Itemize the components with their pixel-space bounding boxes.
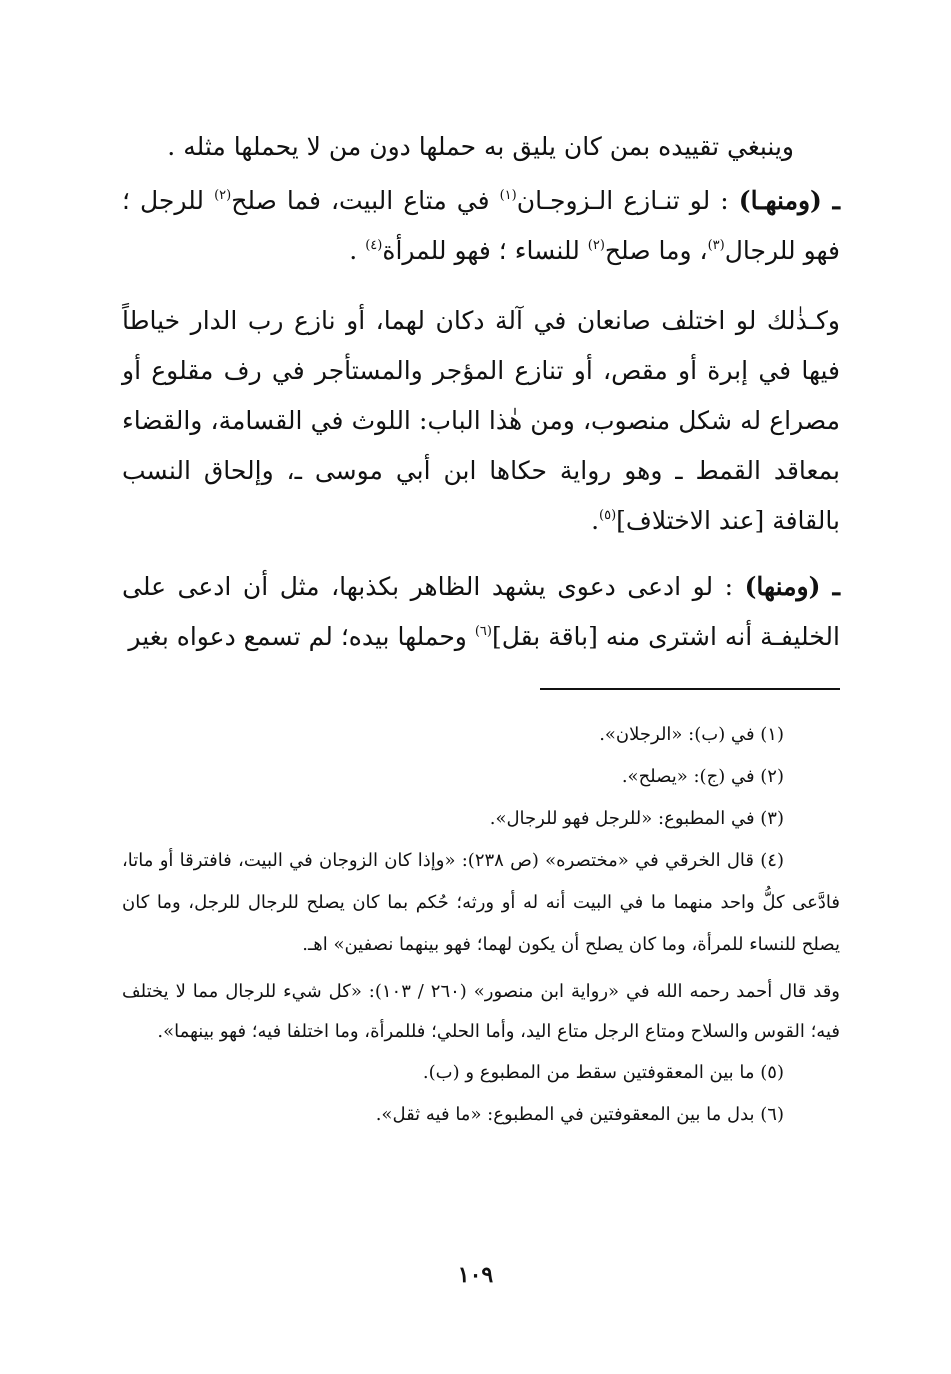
footnote-2: (٢) في (ج): «يصلح».	[621, 766, 784, 787]
footnotes	[122, 714, 840, 1136]
page-number: ١٠٩	[457, 1262, 494, 1288]
footnote-4-continued: وقد قال أحمد رحمه الله في «رواية ابن منصور» (٢٦٠ / ١٠٣): «كل شيء للرجال مما لا يختلف فيه؛ القوس والسلاح ومتاع الرجل متاع اليد، وأما الحلي؛ فللمرأة، وما اختلفا فيه؛ فهو بينهما».	[122, 981, 840, 1042]
footnote-3: (٣) في المطبوع: «للرجل فهو للرجال».	[489, 808, 784, 829]
paragraph-2: ـ (ومنهـا) : لو تنـازع الـزوجـان$^{(١)}$ في متاع البيت، فما صلح$^{(٢)}$ للرجل ؛ فهو للرجال$^{(٣)}$، وما صلح$^{(٢)}$ للنساء ؛ فهو للمرأة$^{(٤)}$ .	[122, 186, 840, 265]
footnote-ref-6: (٦)	[474, 624, 492, 639]
paragraph-3: وكـذٰلك لو اختلف صانعان في آلة دكان لهما، أو نازع رب الدار خياطاً فيها في إبرة أو مقص، أو تنازع المؤجر والمستأجر في رف مقلوع أو مصراع له شكل منصوب، ومن هٰذا الباب: اللوث في القسامة، والقضاء بمعاقد القمط ـ وهو رواية حكاها ابن أبي موسى ـ، وإلحاق النسب بالقافة [عند الاختلاف]$^{(٥)}$.	[122, 306, 840, 535]
main-text	[122, 122, 840, 662]
footnote-6: (٦) بدل ما بين المعقوفتين في المطبوع: «ما فيه ثقل».	[375, 1104, 784, 1125]
paragraph-4: ـ (ومنها) : لو ادعى دعوى يشهد الظاهر بكذبها، مثل أن ادعى على الخليفـة أنه اشترى منه [باقة بقل]$^{(٦)}$ وحملها بيده؛ لم تسمع دعواه بغير	[122, 572, 840, 651]
footnote-ref-3: (٣)	[707, 238, 725, 253]
footnote-ref-4: (٤)	[365, 238, 383, 253]
paragraph-1: وينبغي تقييده بمن كان يليق به حملها دون من لا يحملها مثله .	[167, 132, 794, 161]
footnote-ref-2: (٢)	[214, 188, 232, 203]
footnote-1: (١) في (ب): «الرجلان».	[599, 724, 784, 745]
footnote-ref-5: (٥)	[599, 508, 617, 523]
footnote-5: (٥) ما بين المعقوفتين سقط من المطبوع و (ب).	[422, 1062, 784, 1083]
footnote-separator	[540, 688, 840, 690]
footnote-ref-2b: (٢)	[587, 238, 605, 253]
rule-heading-2: ـ (ومنها)	[744, 572, 840, 601]
footnote-4: (٤) قال الخرقي في «مختصره» (ص ٢٣٨): «وإذا كان الزوجان في البيت، فافترقا أو ماتا، فادَّعى كلُّ واحد منهما ما في البيت أنه له أو ورثه؛ حُكم بما كان يصلح للرجال للرجل، وما كان يصلح للنساء للمرأة، وما كان يصلح أن يكون لهما؛ فهو بينهما نصفين» اهـ.	[122, 850, 840, 955]
footnote-ref-1: (١)	[499, 188, 517, 203]
rule-heading: ـ (ومنهـا)	[738, 186, 840, 215]
